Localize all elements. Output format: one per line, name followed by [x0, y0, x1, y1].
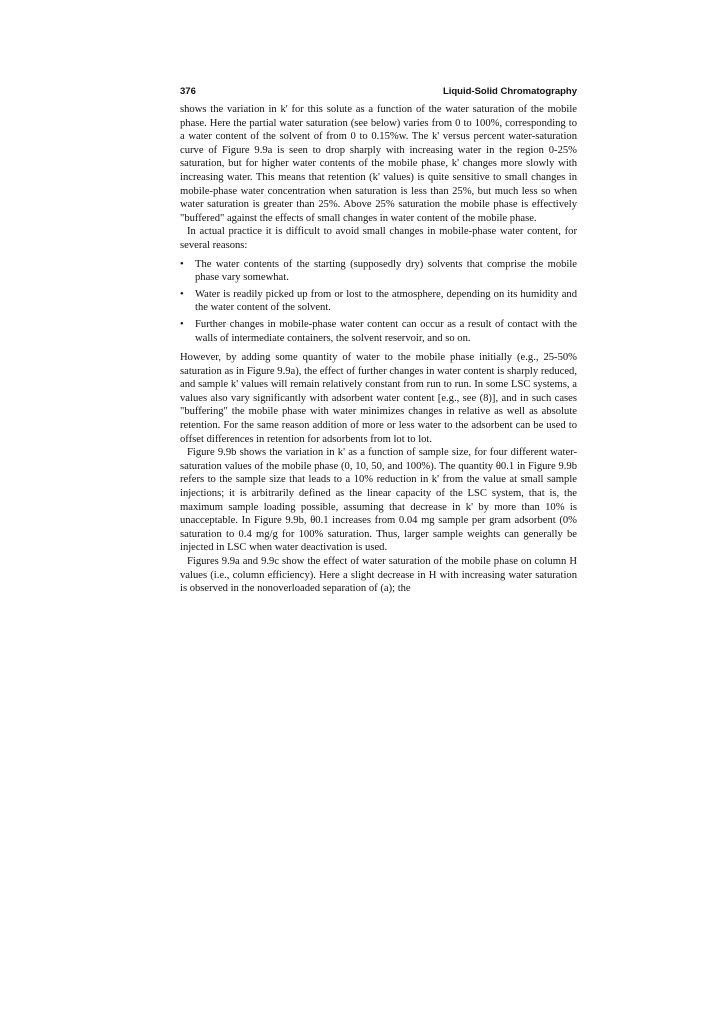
bullet-icon: •	[180, 288, 184, 300]
page-header	[180, 84, 577, 100]
list-item-text: Further changes in mobile-phase water content can occur as a result of contact with the walls of intermediate containers, the solvent reservoir, and so on.	[195, 318, 577, 344]
paragraph-column-efficiency: Figures 9.9a and 9.9c show the effect of water saturation of the mobile phase on column H values (i.e., column efficiency). Here a slight decrease in H with increasing water saturation is observed in the nonoverloaded separation of (a); the	[180, 556, 577, 595]
bullet-icon: •	[180, 258, 184, 270]
list-item	[180, 258, 577, 285]
list-item	[180, 288, 577, 315]
list-item	[180, 318, 577, 345]
list-item-text: The water contents of the starting (supposedly dry) solvents that comprise the mobile phase vary somewhat.	[195, 258, 577, 284]
list-item-text: Water is readily picked up from or lost to the atmosphere, depending on its humidity and the water content of the solvent.	[195, 288, 577, 314]
bullet-icon: •	[180, 318, 184, 330]
paragraph-practice: In actual practice it is difficult to avoid small changes in mobile-phase water content, for several reasons:	[180, 226, 577, 251]
running-title: Liquid-Solid Chromatography	[442, 86, 577, 97]
paragraph-buffering: However, by adding some quantity of water to the mobile phase initially (e.g., 25-50% saturation as in Figure 9.9a), the effect of further changes in water content is sharply reduced, and sample k' values will remain relatively constant from run to run. In some LSC systems, a values also vary significantly with adsorbent water content [e.g., see (8)], and in such cases "buffering" the mobile phase with water minimizes changes in relative as well as absolute retention. For the same reason addition of more or less water to the adsorbent can be used to offset differences in retention for adsorbents from lot to lot.	[180, 352, 577, 445]
paragraph-water-saturation: shows the variation in k' for this solute as a function of the water saturation of the mobile phase. Here the partial water saturation (see below) varies from 0 to 100%, corresponding to a water content of the solvent of from 0 to 0.15%w. The k' versus percent water-saturation curve of Figure 9.9a is seen to drop sharply with increasing water in the region 0-25% saturation, but for higher water contents of the mobile phase, k' changes more slowly with increasing water. This means that retention (k' values) is quite sensitive to small changes in mobile-phase water concentration when saturation is less than 25%, but much less so when water saturation is greater than 25%. Above 25% saturation the mobile phase is effectively "buffered" against the effects of small changes in water content of the mobile phase.	[180, 104, 577, 224]
page-number: 376	[180, 86, 196, 97]
body-text	[180, 103, 577, 596]
paragraph-sample-size: Figure 9.9b shows the variation in k' as a function of sample size, for four different water-saturation values of the mobile phase (0, 10, 50, and 100%). The quantity θ0.1 in Figure 9.9b refers to the sample size that leads to a 10% reduction in k' from the value at small sample injections; it is arbitrarily defined as the linear capacity of the LSC system, that is, the maximum sample loading possible, assuming that decrease in k' by more than 10% is unacceptable. In Figure 9.9b, θ0.1 increases from 0.04 mg sample per gram adsorbent (0% saturation to 0.4 mg/g for 100% saturation. Thus, larger sample weights can generally be injected in LSC when water deactivation is used.	[180, 447, 577, 554]
book-page	[180, 84, 577, 596]
reasons-list	[180, 258, 577, 346]
